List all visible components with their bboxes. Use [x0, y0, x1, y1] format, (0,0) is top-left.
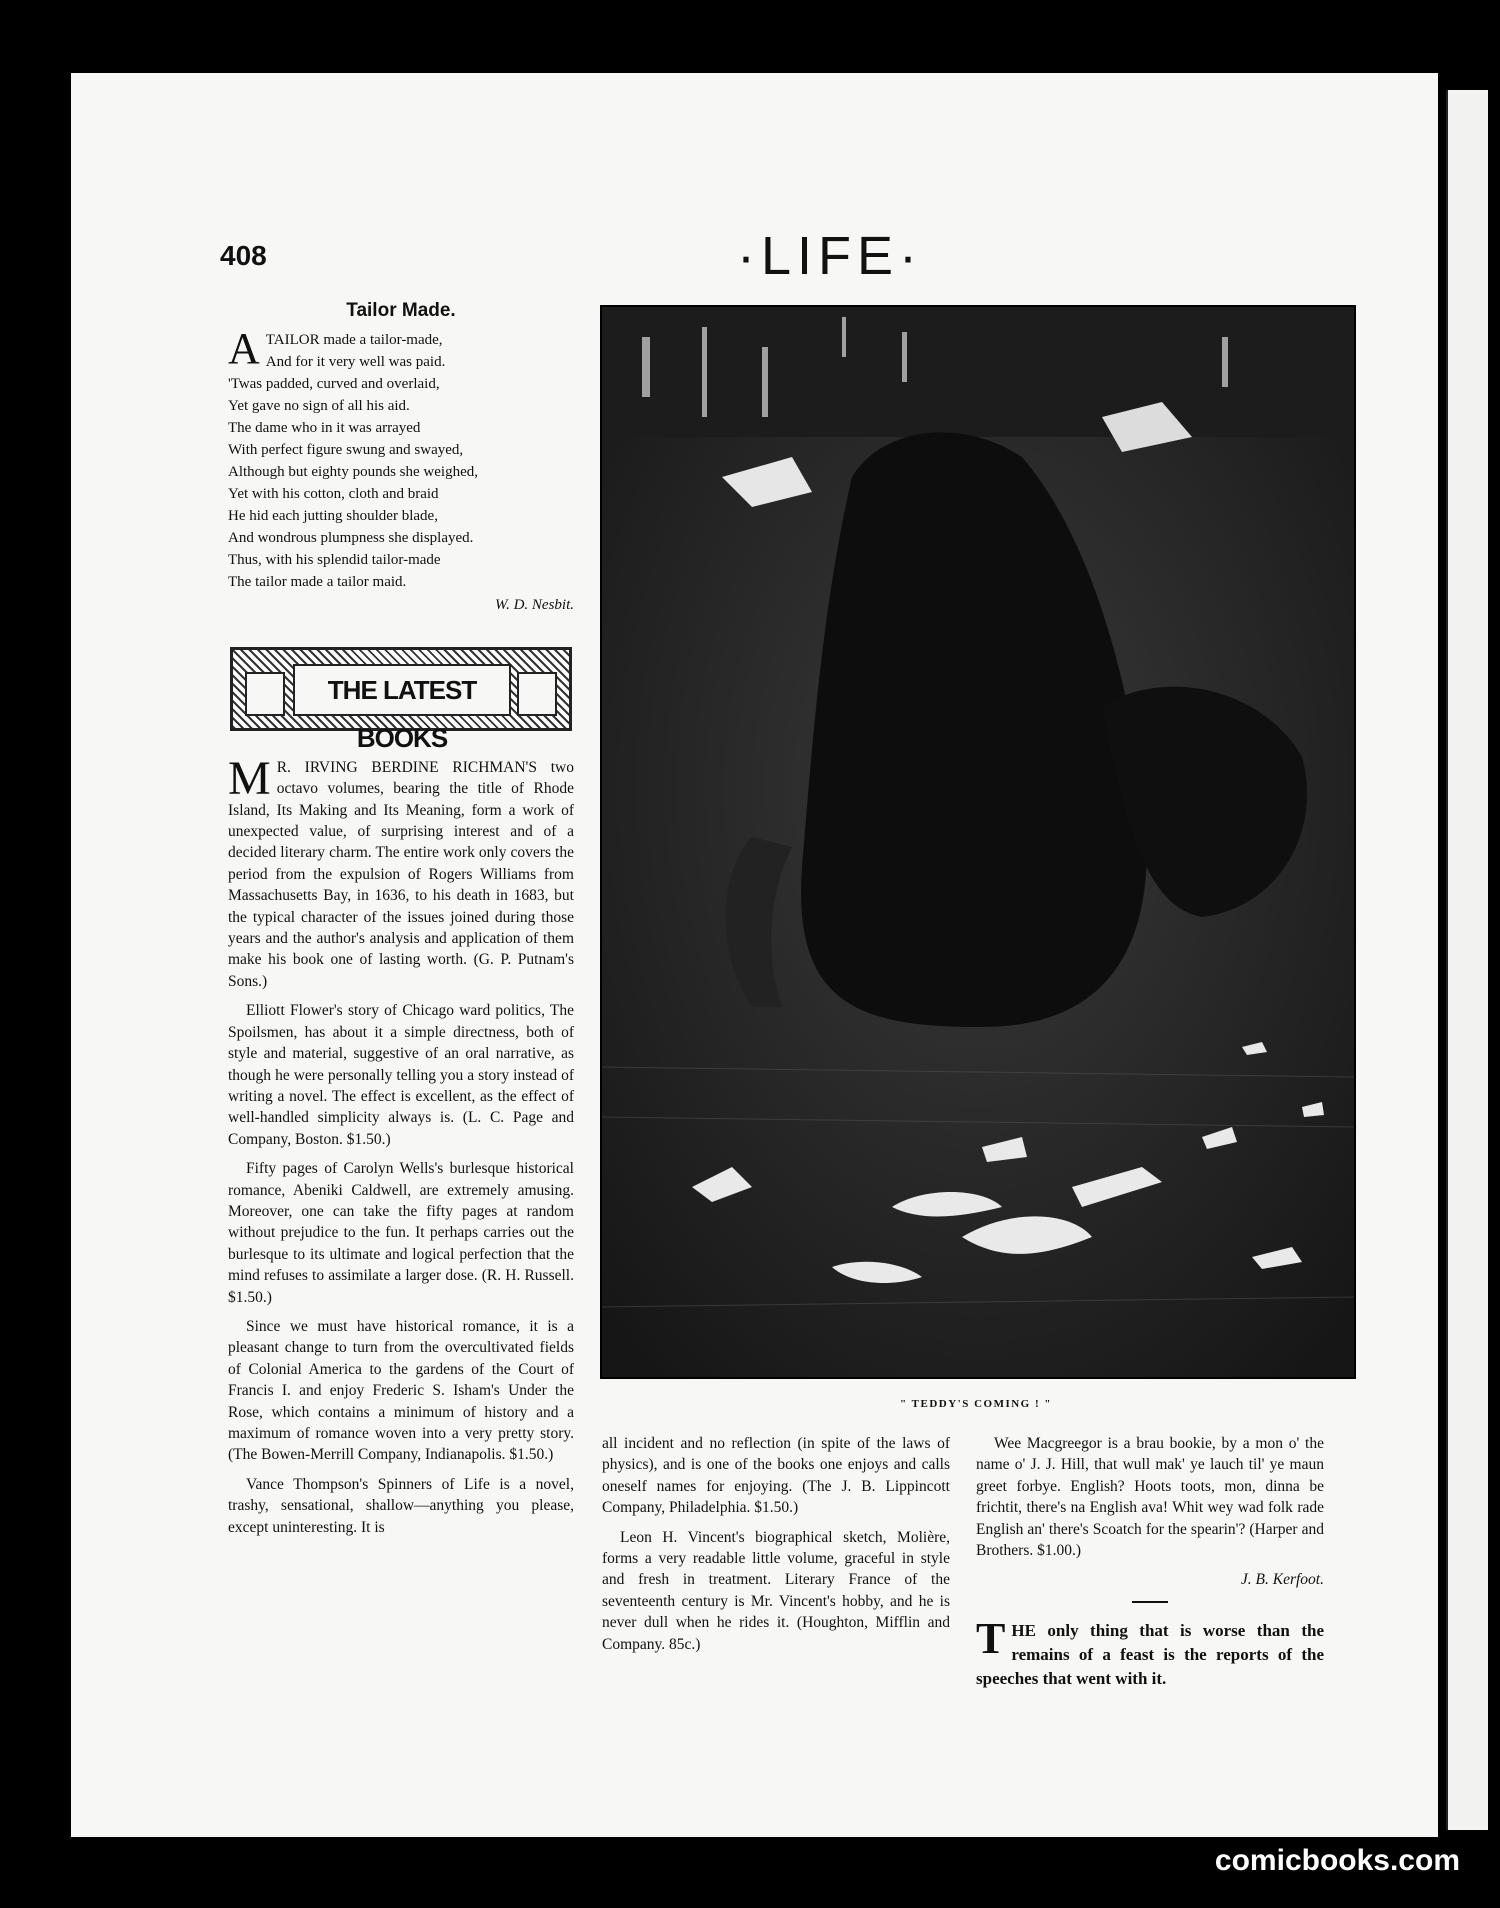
middle-column — [602, 1433, 950, 1663]
page-number: 408 — [220, 240, 267, 271]
poem-line: Yet gave no sign of all his aid. — [228, 398, 410, 415]
poem-author: W. D. Nesbit. — [494, 597, 574, 614]
poem-dropcap: A — [228, 324, 260, 374]
section-divider — [1132, 1601, 1168, 1603]
right-column — [976, 1433, 1324, 1699]
book-stack-icon — [245, 672, 285, 716]
poem-line: Thus, with his splendid tailor-made — [228, 552, 441, 569]
review-text: R. IRVING BERDINE RICHMAN'S two octavo volumes, bearing the title of Rhode Island, Its Making and Its Meaning, form a work of unexpected value, of surprising interest and of a decided literary charm. The entire work only covers the period from the expulsion of Rogers Williams from Massachusetts Bay, in 1636, to his death in 1683, but the typical character of the issues joined during those years and the author's analysis and application of them make his book one of lasting worth. (G. P. Putnam's Sons.) — [228, 758, 574, 990]
review-paragraph: all incident and no reflection (in spite of the laws of physics), and is one of the books one enjoys and calls oneself names for enjoying. (The J. B. Lippincott Company, Philadelphia. $1.50.) — [602, 1435, 950, 1517]
poem-line: TAILOR made a tailor-made, — [265, 332, 443, 349]
poem-line: The tailor made a tailor maid. — [228, 574, 407, 591]
masthead-title: ·LIFE· — [736, 226, 923, 286]
review-dropcap: M — [228, 751, 271, 805]
review-paragraph: Fifty pages of Carolyn Wells's burlesque historical romance, Abeniki Caldwell, are extremely amusing. Moreover, one can take the fifty pages at random without prejudice to the fun. It perhaps carries out the burlesque to its ultimate and logical perfection that the mind refuses to assimilate a larger dose. (R. H. Russell. $1.50.) — [228, 1160, 574, 1306]
illustration-caption: " TEDDY'S COMING ! " — [899, 1398, 1053, 1410]
banner-label: THE LATEST BOOKS — [293, 664, 511, 716]
poem-line: He hid each jutting shoulder blade, — [228, 508, 438, 525]
poem-line: Although but eighty pounds she weighed, — [228, 464, 478, 481]
review-paragraph — [228, 751, 574, 992]
book-stack-icon — [517, 672, 557, 716]
teddy-bear-illustration — [600, 305, 1356, 1379]
poem-line: Yet with his cotton, cloth and braid — [228, 486, 439, 503]
review-paragraph: Vance Thompson's Spinners of Life is a novel, trashy, sensational, shallow—anything you please, except uninteresting. It is — [228, 1475, 574, 1536]
poem-body — [228, 324, 574, 616]
reviewer-signature: J. B. Kerfoot. — [1240, 1571, 1324, 1589]
facing-page-edge — [1446, 90, 1488, 1830]
closing-dropcap: T — [976, 1613, 1006, 1663]
poem-line: The dame who in it was arrayed — [228, 420, 421, 437]
poem-line: With perfect figure swung and swayed, — [228, 442, 464, 459]
closing-text: HE only thing that is worse than the remains of a feast is the reports of the speeches that went with it. — [976, 1620, 1324, 1688]
poem-line: 'Twas padded, curved and overlaid, — [228, 376, 440, 393]
poem-line: And wondrous plumpness she displayed. — [228, 530, 474, 547]
site-watermark: comicbooks.com — [1214, 1844, 1460, 1877]
poem-line: And for it very well was paid. — [265, 354, 446, 371]
poem-title: Tailor Made. — [346, 300, 456, 321]
review-paragraph: Since we must have historical romance, it is a pleasant change to turn from the overcultivated fields of Colonial America to the gardens of the Court of Francis I. and enjoy Frederic S. Isham's Under the Rose, which contains a minimum of history and a maximum of romance woven into a very pretty story. (The Bowen-Merrill Company, Indianapolis. $1.50.) — [228, 1317, 574, 1464]
closing-quip — [976, 1613, 1324, 1691]
review-paragraph: Leon H. Vincent's biographical sketch, Molière, forms a very readable little volume, graceful in style and fresh in treatment. Literary France of the seventeenth century is Mr. Vincent's hobby, and he is never dull when he rides it. (Houghton, Mifflin and Company. 85c.) — [602, 1528, 950, 1653]
illustration-art — [602, 307, 1354, 1377]
review-paragraph: Elliott Flower's story of Chicago ward politics, The Spoilsmen, has about it a simple directness, both of style and material, suggestive of an oral narrative, as though he were personally telling you a story instead of writing a novel. The effect is excellent, as the effect of well-handled simplicity always is. (L. C. Page and Company, Boston. $1.50.) — [228, 1002, 574, 1148]
left-column — [228, 300, 574, 1546]
review-paragraph: Wee Macgreegor is a brau bookie, by a mon o' the name o' J. J. Hill, that wull mak' ye lauch til' ye maun greet forbye. English? Hoots toots, mon, dinna be frichtit, there's na English ava! Whit wey wad folk rade English an' there's Scoatch for the spearin'? (Harper and Brothers. $1.00.) — [976, 1435, 1324, 1560]
latest-books-banner — [230, 647, 572, 753]
